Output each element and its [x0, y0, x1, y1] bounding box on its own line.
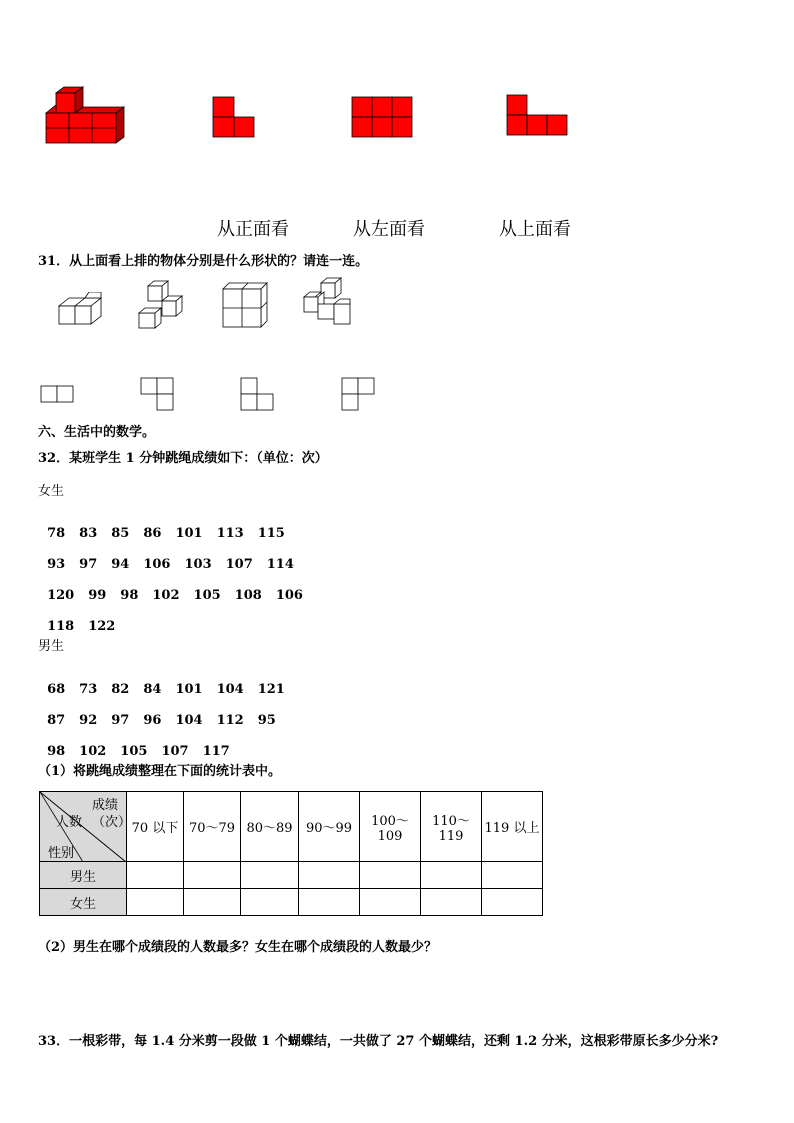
score: 95 [257, 713, 276, 728]
score: 105 [193, 588, 221, 603]
shape-option-4 [341, 377, 377, 413]
answer-cell[interactable] [299, 889, 360, 916]
answer-cell[interactable] [482, 862, 543, 889]
shape-option-3 [240, 377, 276, 413]
girls-label: 女生 [38, 484, 65, 499]
shape-option-1 [40, 385, 76, 405]
score: 93 [47, 557, 66, 572]
score: 121 [257, 682, 285, 697]
question-32-prompt: 32．某班学生 1 分钟跳绳成绩如下：（单位：次） [38, 451, 328, 466]
score: 83 [79, 526, 98, 541]
view-label-left: 从左面看 [353, 219, 425, 240]
question-33-prompt: 33．一根彩带，每 1.4 分米剪一段做 1 个蝴蝶结，一共做了 27 个蝴蝶结，还剩 1.2 分米，这根彩带原长多少分米? [38, 1034, 719, 1049]
corner-label-unit: （次） [92, 815, 132, 830]
score: 82 [111, 682, 130, 697]
column-header: 119 以上 [482, 792, 543, 862]
score: 94 [111, 557, 130, 572]
score: 103 [184, 557, 212, 572]
answer-cell[interactable] [241, 889, 299, 916]
score: 96 [143, 713, 162, 728]
score: 108 [234, 588, 262, 603]
answer-cell[interactable] [421, 889, 482, 916]
answer-cell[interactable] [421, 862, 482, 889]
score: 115 [257, 526, 285, 541]
score: 112 [216, 713, 244, 728]
score: 99 [88, 588, 107, 603]
answer-cell[interactable] [184, 862, 241, 889]
corner-label-gender: 性别 [48, 846, 75, 861]
girls-row-2 [38, 542, 308, 572]
score: 78 [47, 526, 66, 541]
answer-cell[interactable] [482, 889, 543, 916]
left-view-red-figure [351, 96, 415, 140]
column-header: 110～119 [421, 792, 482, 862]
object-b-cubes [136, 280, 188, 332]
score: 86 [143, 526, 162, 541]
object-a-cubes [56, 292, 106, 328]
boys-row-3 [38, 729, 244, 759]
section-6-title: 六、生活中的数学。 [38, 425, 156, 440]
answer-cell[interactable] [360, 889, 421, 916]
score: 122 [88, 619, 116, 634]
corner-label-score: 成绩 [92, 798, 119, 813]
score: 104 [216, 682, 244, 697]
score: 87 [47, 713, 66, 728]
stats-table [39, 791, 543, 916]
score: 120 [47, 588, 75, 603]
front-view-red-figure [212, 96, 256, 140]
sub-question-1: （1）将跳绳成绩整理在下面的统计表中。 [38, 764, 282, 779]
score: 92 [79, 713, 98, 728]
answer-cell[interactable] [299, 862, 360, 889]
score: 106 [275, 588, 303, 603]
red-cube-3d-figure [44, 85, 128, 147]
boys-label: 男生 [38, 639, 65, 654]
score: 85 [111, 526, 130, 541]
boys-row-2 [38, 698, 290, 728]
score: 106 [143, 557, 171, 572]
column-header: 90～99 [299, 792, 360, 862]
score: 97 [79, 557, 98, 572]
score: 107 [225, 557, 253, 572]
column-header: 100～109 [360, 792, 421, 862]
answer-cell[interactable] [360, 862, 421, 889]
shape-option-2 [140, 377, 176, 413]
score: 98 [47, 744, 66, 759]
object-d-cubes [301, 277, 355, 329]
score: 98 [120, 588, 139, 603]
object-c-cubes [221, 281, 269, 329]
row-header-girls: 女生 [40, 889, 127, 916]
column-header: 80～89 [241, 792, 299, 862]
girls-row-1 [38, 511, 299, 541]
sub-question-2: （2）男生在哪个成绩段的人数最多？女生在哪个成绩段的人数最少？ [38, 940, 438, 955]
answer-cell[interactable] [127, 862, 184, 889]
row-header-boys: 男生 [40, 862, 127, 889]
score: 101 [175, 526, 203, 541]
boys-row-1 [38, 667, 299, 697]
score: 107 [161, 744, 189, 759]
score: 118 [47, 619, 75, 634]
score: 73 [79, 682, 98, 697]
top-view-red-figure [506, 94, 570, 138]
score: 68 [47, 682, 66, 697]
view-label-front: 从正面看 [217, 219, 289, 240]
score: 104 [175, 713, 203, 728]
column-header: 70 以下 [127, 792, 184, 862]
score: 117 [202, 744, 230, 759]
score: 113 [216, 526, 244, 541]
score: 102 [79, 744, 107, 759]
answer-cell[interactable] [127, 889, 184, 916]
answer-cell[interactable] [184, 889, 241, 916]
corner-label-count: 人数 [56, 815, 83, 830]
score: 101 [175, 682, 203, 697]
column-header: 70～79 [184, 792, 241, 862]
girls-row-3 [38, 573, 317, 603]
view-label-top: 从上面看 [499, 219, 571, 240]
question-31-prompt: 31．从上面看上排的物体分别是什么形状的？请连一连。 [38, 254, 369, 269]
score: 97 [111, 713, 130, 728]
score: 105 [120, 744, 148, 759]
answer-cell[interactable] [241, 862, 299, 889]
table-corner-cell [40, 792, 132, 862]
score: 84 [143, 682, 162, 697]
score: 102 [152, 588, 180, 603]
score: 114 [266, 557, 294, 572]
girls-row-4 [38, 604, 129, 634]
